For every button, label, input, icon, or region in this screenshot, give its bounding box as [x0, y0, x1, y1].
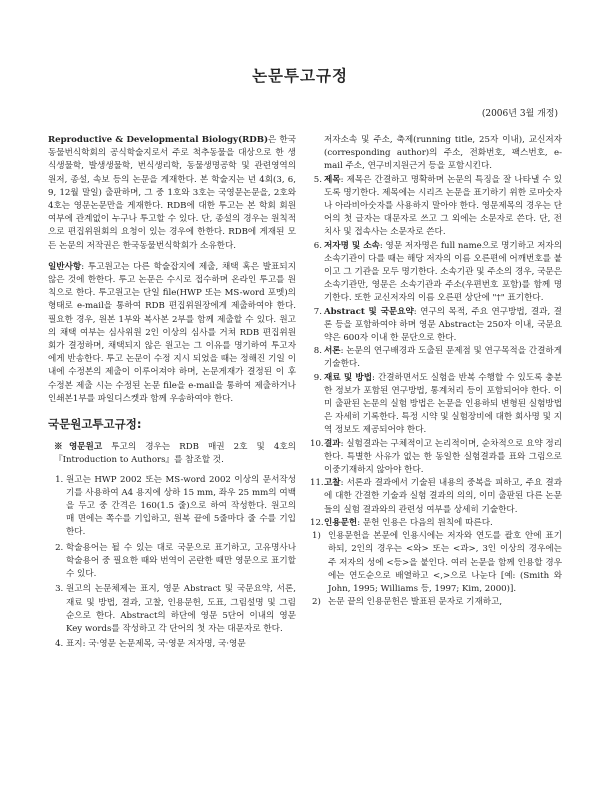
item-label: 저자명 및 소속 — [324, 240, 380, 251]
rule-list-left — [48, 474, 296, 652]
citation-rule — [310, 530, 562, 596]
item-number: 9. — [313, 372, 322, 383]
general-paragraph — [48, 261, 296, 406]
english-note — [48, 441, 296, 467]
sub-text: 인용문헌을 본문에 인용시에는 저자와 연도를 괄호 안에 표기하되, 2인의 경우는 <와> 또는 <과>, 3인 이상의 경우에는 주 저자의 성에 <등>을 붙인다. 여러 논문을 함께 인용할 경우에는 연도순으로 배열하고 <,>으로 나눈다 [예: (Smith 와 John, 1995; Williams 등, 1997; Kim, 2000)]. — [328, 531, 562, 594]
general-label: 일반사항 — [48, 261, 82, 272]
item-text: : 논문의 연구배경과 도출된 문제점 및 연구목적을 간결하게 기술한다. — [324, 346, 562, 370]
sub-number: 2) — [312, 597, 321, 608]
rule-item — [310, 517, 562, 530]
rule-item — [310, 477, 562, 517]
item-number: 11. — [310, 478, 324, 489]
item-label: 재료 및 방법 — [324, 372, 373, 383]
item-number: 12. — [310, 517, 324, 528]
note-text: 투고의 경우는 RDB 매권 2호 및 4호의 『Introduction to Authors』를 참조할 것. — [54, 442, 296, 466]
rule-item: 3. 원고의 논문체제는 표지, 영문 Abstract 및 국문요약, 서론, 재료 및 방법, 결과, 고찰, 인용문헌, 도표, 그림설명 및 그림 순으로 한다. Abstract의 하단에 영문 5단어 이내의 영문 Key words를 작성하고 각 단어의 첫 자는 대문자로 한다. — [66, 583, 296, 636]
item-label: 결과 — [324, 438, 341, 449]
citation-rule — [310, 596, 562, 609]
item-number: 10. — [310, 438, 324, 449]
sub-text: 논문 끝의 인용문헌은 발표된 문자로 기재하고, — [328, 597, 503, 608]
intro-paragraph — [48, 134, 296, 253]
rule-item — [310, 174, 562, 240]
general-text: : 투고원고는 다른 학술잡지에 제출, 채택 혹은 발표되지 않은 것에 한한다. 투고 논문은 수시로 접수하며 온라인 투고를 원칙으로 한다. 투고원고는 단일 file(HWP 또는 MS-word 포멧)의 형태로 e-mail을 통하여 RDB 편집위원장에게 제출하여야 한다. 필요한 경우, 원본 1부와 복사본 2부를 함께 제출할 수 있다. 원고의 채택 여부는 심사위원 2인 이상의 심사를 거쳐 RDB 편집위원회가 결정하며, 채택되지 않은 원고는 그 이유를 명기하여 투고자에게 반송한다. 투고 논문이 수정 지시 되었을 때는 정해진 기일 이내에 수정본의 제출이 이루어져야 하며, 논문게재가 결정된 이 후 수정본 제출 시는 수정된 논문 file을 e-mail을 통하여 제출하거나 인쇄본1부를 파일디스켓과 함께 우송하여야 한다. — [48, 261, 296, 404]
page-title: 논문투고규정 — [252, 67, 348, 85]
item-number: 8. — [313, 346, 322, 357]
citation-rules — [310, 530, 562, 609]
note-label: ※영문원고 — [54, 442, 103, 453]
item-number: 6. — [313, 240, 322, 251]
item-number: 7. — [313, 306, 322, 317]
sub-number: 1) — [312, 531, 321, 542]
right-column — [310, 134, 562, 609]
item-text: : 실험결과는 구체적이고 논리적이며, 순차적으로 요약 정리한다. 특별한 사유가 없는 한 동일한 실험결과를 표와 그림으로 이중기재하지 않아야 한다. — [324, 438, 562, 476]
intro-text: 은 한국동물번식학회의 공식학술지로서 주로 척추동물을 대상으로 한 생식생물학, 발생생물학, 번식생리학, 동물생명공학 및 관련영역의 원저, 종설, 속보 등의 논문을 게재한다. 본 학술지는 년 4회(3, 6, 9, 12월 말일) 출판하며, 그 중 1호와 3호는 국영문논문을, 2호와 4호는 영문논문만을 게재한다. RDB에 대한 투고는 본 학회 회원여부에 관계없이 누구나 투고할 수 있다. 단, 종설의 경우는 원칙적으로 편집위원회의 요청이 있는 경우에 한한다. RDB에 게재된 모든 논문의 저작권은 한국동물번식학회가 소유한다. — [48, 135, 296, 251]
left-column — [48, 134, 296, 653]
rule-item — [310, 438, 562, 478]
item-text: : 연구의 목적, 주요 연구방법, 결과, 결론 등을 포함하여야 하며 영문 Abstract는 250자 이내, 국문요약은 600자 이내 한 문단으로 한다. — [324, 306, 562, 344]
rule-list-right — [310, 174, 562, 530]
cover-continuation: 저자소속 및 주소, 축제(running title, 25자 이내), 교신저자(corresponding author)의 주소, 전화번호, 팩스번호, e-mail 주소, 연구비지원근거 등을 포함시킨다. — [324, 135, 562, 172]
item-text: : 문헌 인용은 다음의 원칙에 따른다. — [357, 517, 493, 528]
item-label: 제목 — [324, 174, 341, 185]
item-label: 서론 — [324, 346, 341, 357]
rule-item: 4. 표지: 국·영문 논문제목, 국·영문 저자명, 국·영문 — [66, 638, 296, 651]
item-label: 고찰 — [324, 478, 341, 489]
rule-item: 1. 원고는 HWP 2002 또는 MS-word 2002 이상의 문서작성기를 사용하여 A4 용지에 상하 15 mm, 좌우 25 mm의 여백을 두고 중 간격은 160(1.5 줄)으로 하여 작성한다. 원고의 매 면에는 쪽수를 기입하고, 원복 끝에 5줄마다 줄 수를 기입한다. — [66, 474, 296, 540]
item-text: : 제목은 간결하고 명확하며 논문의 특징을 잘 나타낼 수 있도록 명기한다. 제목에는 시리즈 논문을 표기하기 위한 로마숫자나 아라비아숫자를 사용하지 말아야 한다. 영문제목의 경우는 단어의 첫 글자는 대문자로 쓰고 그 외에는 소문자로 쓴다. 단, 전치사 및 접속사는 소문자로 쓴다. — [324, 174, 562, 238]
rule-item — [310, 306, 562, 346]
rule-item — [310, 345, 562, 371]
item-text: : 서론과 결과에서 기술된 내용의 중복을 피하고, 주요 결과에 대한 간결한 기술과 실험 결과의 의의, 이미 출판된 다른 논문들의 실험 결과와의 관련성 여부를 상세히 기술한다. — [324, 478, 562, 515]
rule-item — [310, 240, 562, 306]
item-text: : 간결하면서도 실험을 반복 수행할 수 있도록 충분한 정보가 포함된 연구방법, 통계처리 등이 포함되어야 한다. 이미 출판된 논문의 실험 방법은 논문을 인용하되 변형된 실험방법은 자세히 기록한다. 특정 시약 및 실험장비에 대한 회사명 및 지역 정보도 제공되어야 한다. — [324, 372, 562, 436]
revision-note: (2006년 3월 개정) — [481, 109, 558, 119]
item-label: Abstract 및 국문요약 — [324, 306, 414, 317]
journal-name: Reproductive & Developmental Biology(RDB) — [48, 135, 269, 145]
domestic-heading: 국문원고투고규정: — [48, 417, 142, 432]
rule-item: 2. 학술용어는 될 수 있는 대로 국문으로 표기하고, 고유명사나 학술용어 중 필요한 때와 번역이 곤란한 때만 영문으로 표기할 수 있다. — [66, 542, 296, 582]
item-label: 인용문헌 — [324, 517, 358, 528]
rule-item — [310, 372, 562, 438]
item-number: 5. — [313, 174, 322, 185]
item-text: : 영문 저자명은 full name으로 명기하고 저자의 소속기관이 다를 때는 해당 저자의 이름 오른편에 어깨번호를 붙이고 그 기관을 모두 명기한다. 소속기관 및 주소의 경우, 국문은 소속기관만, 영문은 소속기관과 주소(우편번호 포함)를 함께 명기한다. 또한 교신저자의 이름 오른편 상단에 "†" 표기한다. — [324, 240, 563, 304]
